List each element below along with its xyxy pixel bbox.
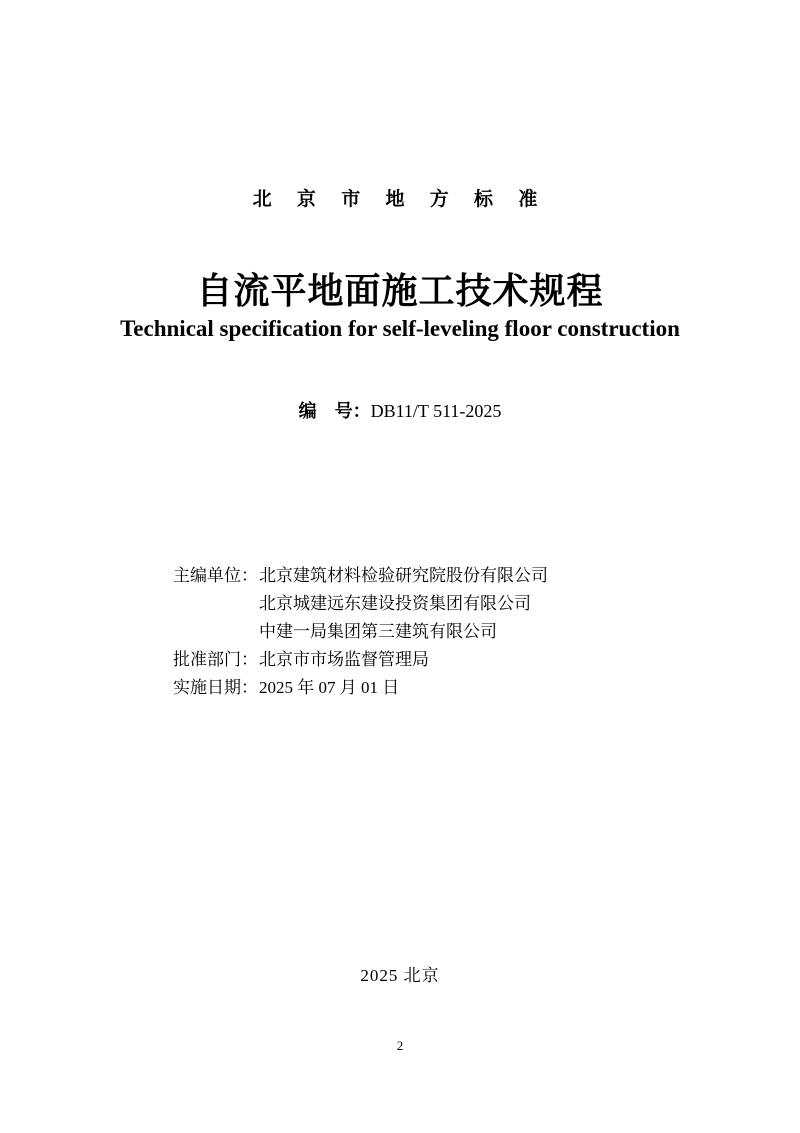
approval-department-row	[173, 646, 548, 674]
chief-editor-row	[173, 562, 548, 646]
chief-editor-label: 主编单位：	[173, 566, 258, 585]
chief-editor-line: 北京城建远东建设投资集团有限公司	[259, 594, 531, 613]
implementation-date-label: 实施日期：	[173, 678, 258, 697]
implementation-date-row	[173, 674, 548, 702]
page-number: 2	[396, 1038, 404, 1053]
chief-editor-line: 北京建筑材料检验研究院股份有限公司	[259, 566, 548, 585]
standard-code-label: 编 号：	[298, 401, 371, 421]
implementation-date-value: 2025 年 07 月 01 日	[259, 678, 400, 697]
approval-department-label: 批准部门：	[173, 650, 258, 669]
document-title-chinese: 自流平地面施工技术规程	[196, 270, 604, 311]
chief-editor-line: 中建一局集团第三建筑有限公司	[259, 622, 497, 641]
document-title-english: Technical specification for self-leveling floor construction	[120, 316, 680, 341]
standard-code-line	[0, 397, 800, 423]
publication-info-block	[173, 562, 548, 702]
chief-editor-values	[259, 562, 548, 646]
standard-code-value: DB11/T 511-2025	[370, 401, 502, 421]
approval-department-value: 北京市市场监督管理局	[259, 650, 429, 669]
standard-category-header: 北 京 市 地 方 标 准	[252, 189, 548, 210]
publication-year-city: 2025 北京	[360, 966, 440, 985]
